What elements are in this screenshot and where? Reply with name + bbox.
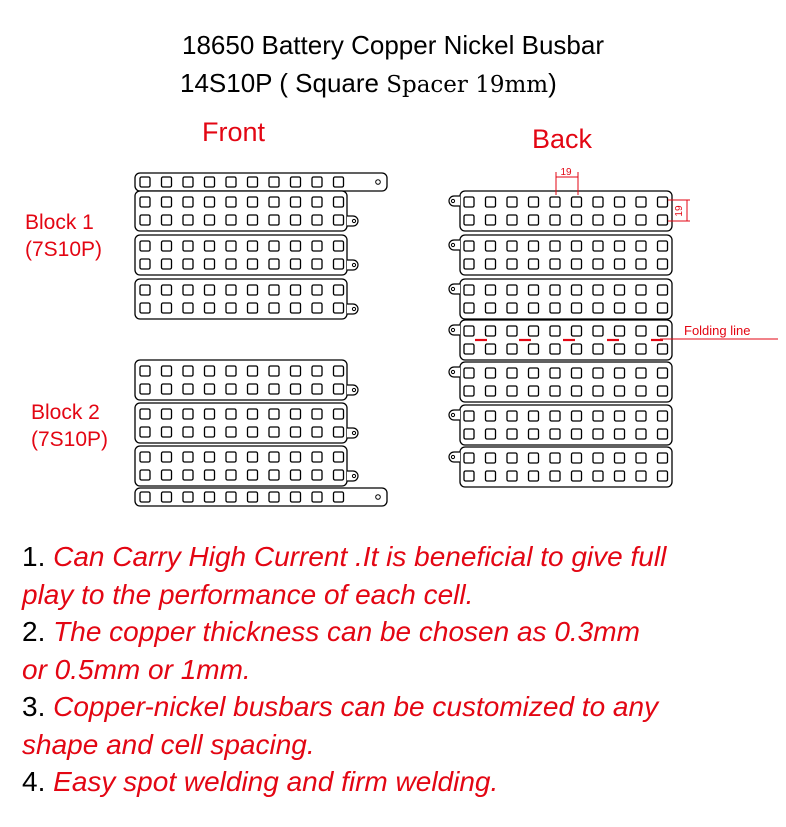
- busbar-strip-single: [135, 488, 387, 506]
- note-4-number: 4.: [22, 766, 46, 797]
- note-3: [22, 688, 782, 763]
- front-busbars: [135, 173, 387, 506]
- block-2-config: (7S10P): [31, 428, 109, 451]
- note-1-number: 1.: [22, 541, 46, 572]
- note-2-text: The copper thickness can be chosen as 0.3mm: [53, 616, 640, 647]
- title-spacer: Spacer 19mm: [386, 72, 549, 98]
- note-2-number: 2.: [22, 616, 46, 647]
- dim-v-label: 19: [674, 205, 685, 217]
- note-1-cont: play to the performance of each cell.: [22, 578, 474, 610]
- folding-line-label: Folding line: [684, 323, 751, 338]
- front-label: Front: [202, 117, 266, 147]
- note-3-number: 3.: [22, 691, 46, 722]
- block-2-name: Block 2: [31, 401, 100, 424]
- back-busbars: [449, 191, 672, 487]
- note-1-text: Can Carry High Current .It is beneficial to give full: [53, 541, 667, 572]
- note-3-text: Copper-nickel busbars can be customized to any: [53, 691, 659, 722]
- folding-line-marker: [660, 323, 778, 339]
- busbar-strip-single: [135, 173, 387, 191]
- block-1-config: (7S10P): [25, 238, 103, 261]
- note-4: [22, 763, 782, 801]
- dim-h-label: 19: [560, 167, 572, 178]
- note-3-cont: shape and cell spacing.: [22, 728, 315, 760]
- note-2: [22, 613, 782, 688]
- back-label: Back: [532, 124, 593, 154]
- feature-notes: [22, 538, 782, 801]
- note-1: [22, 538, 782, 613]
- title-suffix: ): [548, 68, 557, 98]
- block-1-name: Block 1: [25, 211, 94, 234]
- note-4-text: Easy spot welding and firm welding.: [53, 766, 499, 797]
- title-line-1: 18650 Battery Copper Nickel Busbar: [181, 30, 604, 60]
- note-2-cont: or 0.5mm or 1mm.: [22, 653, 251, 685]
- title-config: 14S10P ( Square: [180, 68, 387, 98]
